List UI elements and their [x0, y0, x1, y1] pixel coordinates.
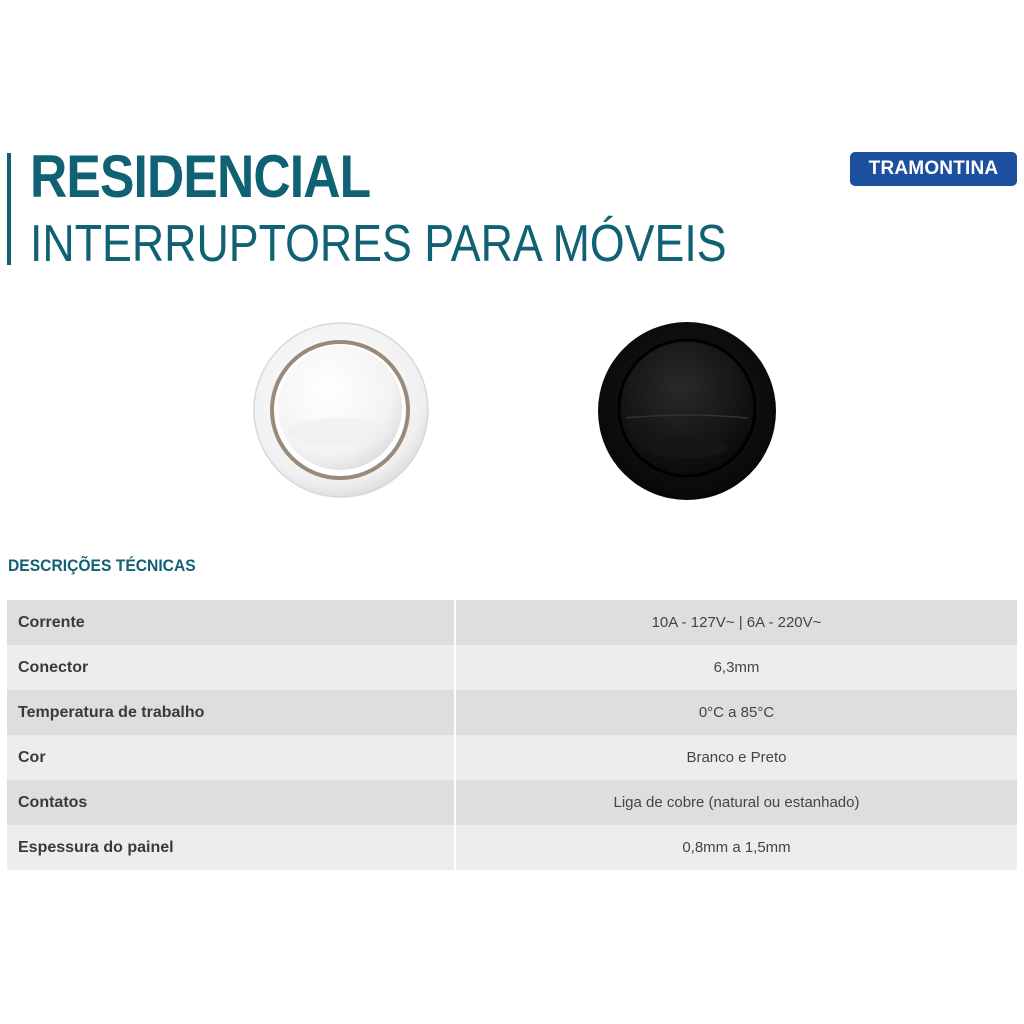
spec-value: 6,3mm — [713, 659, 760, 676]
spec-value: 0°C a 85°C — [698, 704, 775, 721]
section-title: DESCRIÇÕES TÉCNICAS — [8, 556, 196, 575]
table-row — [7, 780, 1017, 825]
spec-value: Liga de cobre (natural ou estanhado) — [613, 794, 860, 811]
spec-value: 10A - 127V~ | 6A - 220V~ — [651, 614, 822, 631]
spec-value: 0,8mm a 1,5mm — [682, 839, 791, 856]
brand-logo: TRAMONTINA — [850, 152, 1017, 186]
spec-label: Corrente — [7, 600, 456, 645]
spec-label: Contatos — [7, 780, 456, 825]
spec-label: Espessura do painel — [7, 825, 456, 870]
spec-value: Branco e Preto — [686, 749, 787, 766]
table-row — [7, 690, 1017, 735]
table-row — [7, 645, 1017, 690]
spec-table — [7, 600, 1017, 870]
spec-label: Temperatura de trabalho — [7, 690, 456, 735]
header-accent-bar — [7, 153, 11, 265]
table-row — [7, 735, 1017, 780]
table-row — [7, 825, 1017, 870]
spec-label: Conector — [7, 645, 456, 690]
white-switch-image — [252, 320, 430, 500]
spec-label: Cor — [7, 735, 456, 780]
table-row — [7, 600, 1017, 645]
black-switch-image — [596, 320, 778, 502]
page-subtitle: INTERRUPTORES PARA MÓVEIS — [30, 215, 727, 273]
page-title: RESIDENCIAL — [30, 143, 371, 210]
